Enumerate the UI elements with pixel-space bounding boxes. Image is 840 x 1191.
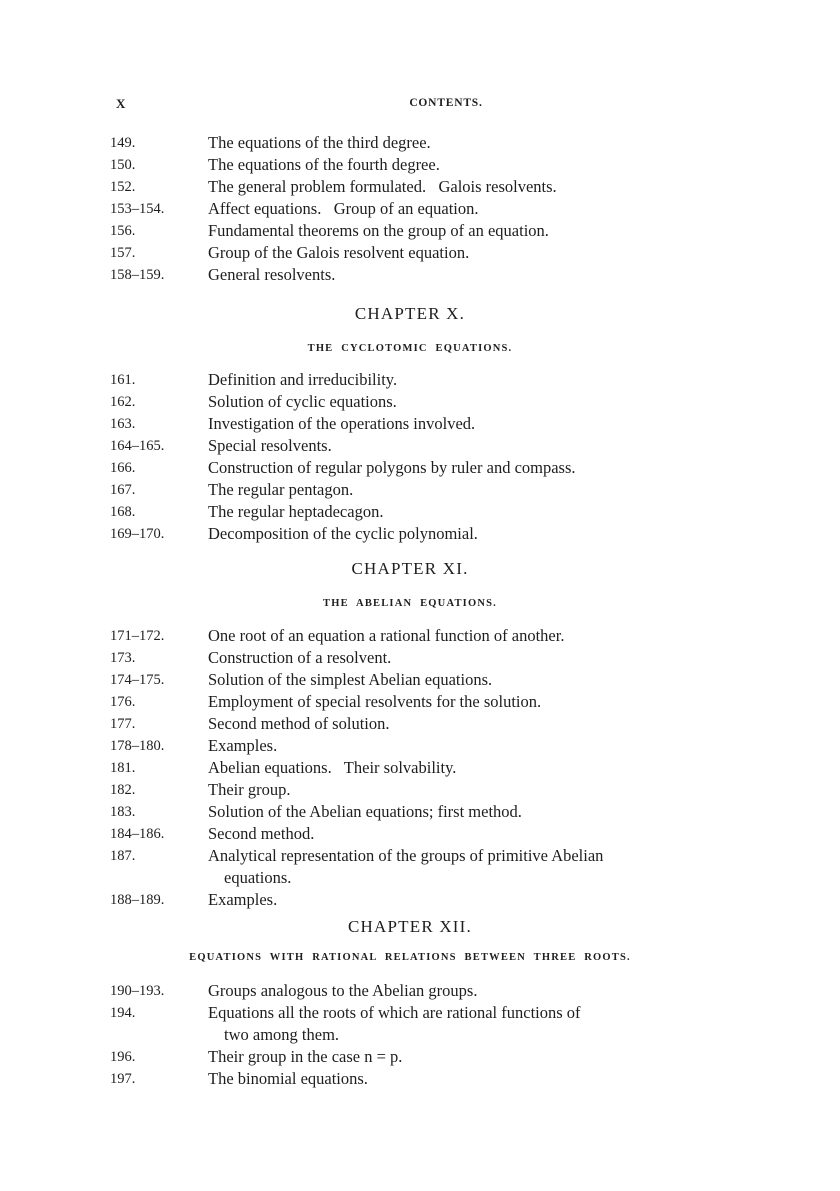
toc-entry xyxy=(110,823,710,845)
toc-entry xyxy=(110,779,710,801)
toc-entry-text: The binomial equations. xyxy=(208,1069,368,1088)
toc-section-chapter-xii xyxy=(110,980,710,1090)
toc-entry xyxy=(110,691,710,713)
toc-entry-text: Examples. xyxy=(208,890,278,909)
toc-entry-text: Employment of special resolvents for the solution. xyxy=(208,692,542,711)
toc-entry xyxy=(110,669,710,691)
toc-entry-number: 176. xyxy=(110,694,136,710)
toc-entry-number: 190–193. xyxy=(110,983,165,999)
toc-entry-text: Affect equations. Group of an equation. xyxy=(208,199,479,218)
toc-entry-text: Construction of a resolvent. xyxy=(208,648,392,667)
chapter-heading: CHAPTER XI. xyxy=(351,559,469,578)
toc-entry-number: 194. xyxy=(110,1005,136,1021)
toc-entry-continuation: two among them. xyxy=(224,1025,340,1044)
toc-entry xyxy=(110,391,710,413)
toc-entry xyxy=(110,735,710,757)
toc-entry-text: Solution of the simplest Abelian equations. xyxy=(208,670,493,689)
toc-section-chapter-xi xyxy=(110,625,710,911)
page-number: X xyxy=(116,96,127,111)
toc-entry-number: 174–175. xyxy=(110,672,165,688)
toc-entry-number: 181. xyxy=(110,760,136,776)
toc-entry xyxy=(110,1002,710,1046)
toc-entry-text: Their group. xyxy=(208,780,291,799)
toc-entry-number: 164–165. xyxy=(110,438,165,454)
toc-entry xyxy=(110,413,710,435)
toc-entry-number: 168. xyxy=(110,504,136,520)
toc-entry-text: Groups analogous to the Abelian groups. xyxy=(208,981,478,1000)
toc-entry-text-line: Analytical representation of the groups of primitive Abelian xyxy=(208,846,604,865)
toc-entry-text xyxy=(208,1002,710,1046)
toc-entry-text: Investigation of the operations involved. xyxy=(208,414,476,433)
toc-entry-text: Their group in the case n = p. xyxy=(208,1047,403,1066)
toc-entry-number: 157. xyxy=(110,245,136,261)
toc-entry-text: Construction of regular polygons by ruler and compass. xyxy=(208,458,576,477)
toc-entry xyxy=(110,132,710,154)
toc-entry-number: 177. xyxy=(110,716,136,732)
toc-entry-number: 158–159. xyxy=(110,267,165,283)
toc-entry xyxy=(110,242,710,264)
toc-entry-text: One root of an equation a rational function of another. xyxy=(208,626,565,645)
toc-entry xyxy=(110,1068,710,1090)
toc-entry xyxy=(110,457,710,479)
toc-entry-number: 196. xyxy=(110,1049,136,1065)
toc-entry-number: 149. xyxy=(110,135,136,151)
toc-entry-text: Fundamental theorems on the group of an equation. xyxy=(208,221,549,240)
toc-entry-text: Group of the Galois resolvent equation. xyxy=(208,243,470,262)
toc-section-continued xyxy=(110,132,710,286)
running-head xyxy=(116,96,716,116)
toc-entry-text: The equations of the third degree. xyxy=(208,133,431,152)
toc-entry-number: 150. xyxy=(110,157,136,173)
toc-entry-number: 171–172. xyxy=(110,628,165,644)
toc-entry-number: 187. xyxy=(110,848,136,864)
toc-entry xyxy=(110,647,710,669)
toc-entry-text: Special resolvents. xyxy=(208,436,332,455)
toc-entry xyxy=(110,523,710,545)
toc-entry xyxy=(110,154,710,176)
toc-entry-text: The general problem formulated. Galois resolvents. xyxy=(208,177,557,196)
toc-entry xyxy=(110,176,710,198)
toc-entry xyxy=(110,801,710,823)
toc-entry xyxy=(110,625,710,647)
toc-entry-number: 197. xyxy=(110,1071,136,1087)
chapter-subtitle: THE CYCLOTOMIC EQUATIONS. xyxy=(307,343,513,354)
toc-entry-number: 156. xyxy=(110,223,136,239)
toc-entry xyxy=(110,757,710,779)
toc-entry-text: Decomposition of the cyclic polynomial. xyxy=(208,524,478,543)
toc-entry-number: 169–170. xyxy=(110,526,165,542)
toc-entry-text: Abelian equations. Their solvability. xyxy=(208,758,457,777)
toc-entry-number: 183. xyxy=(110,804,136,820)
toc-entry-number: 184–186. xyxy=(110,826,165,842)
running-title: CONTENTS. xyxy=(409,97,483,109)
toc-entry-text: The regular heptadecagon. xyxy=(208,502,384,521)
toc-entry-text-line: Equations all the roots of which are rational functions of xyxy=(208,1003,581,1022)
toc-entry xyxy=(110,435,710,457)
toc-entry-number: 188–189. xyxy=(110,892,165,908)
chapter-heading: CHAPTER XII. xyxy=(348,917,472,936)
toc-entry-text: Solution of the Abelian equations; first method. xyxy=(208,802,522,821)
toc-entry xyxy=(110,845,710,889)
toc-entry xyxy=(110,220,710,242)
toc-entry-number: 152. xyxy=(110,179,136,195)
toc-entry-number: 182. xyxy=(110,782,136,798)
toc-entry-text: The equations of the fourth degree. xyxy=(208,155,440,174)
toc-entry-continuation: equations. xyxy=(224,868,292,887)
toc-entry-number: 162. xyxy=(110,394,136,410)
toc-entry xyxy=(110,198,710,220)
toc-entry-number: 166. xyxy=(110,460,136,476)
chapter-subtitle: EQUATIONS WITH RATIONAL RELATIONS BETWEEN THREE ROOTS. xyxy=(189,952,631,963)
toc-entry xyxy=(110,889,710,911)
toc-entry-text: Examples. xyxy=(208,736,278,755)
toc-section-chapter-x xyxy=(110,369,710,545)
toc-entry xyxy=(110,980,710,1002)
toc-entry xyxy=(110,479,710,501)
toc-entry-text xyxy=(208,845,710,889)
toc-entry-text: Solution of cyclic equations. xyxy=(208,392,397,411)
toc-entry-text: General resolvents. xyxy=(208,265,336,284)
toc-entry-text: The regular pentagon. xyxy=(208,480,354,499)
toc-entry-number: 161. xyxy=(110,372,136,388)
toc-entry-number: 163. xyxy=(110,416,136,432)
toc-entry xyxy=(110,501,710,523)
toc-entry xyxy=(110,264,710,286)
chapter-heading: CHAPTER X. xyxy=(354,304,466,323)
chapter-subtitle: THE ABELIAN EQUATIONS. xyxy=(323,598,497,609)
toc-entry-number: 153–154. xyxy=(110,201,165,217)
toc-entry-text: Second method. xyxy=(208,824,315,843)
toc-entry-number: 167. xyxy=(110,482,136,498)
toc-entry-text: Definition and irreducibility. xyxy=(208,370,398,389)
toc-entry-text: Second method of solution. xyxy=(208,714,390,733)
toc-entry xyxy=(110,1046,710,1068)
toc-entry xyxy=(110,369,710,391)
toc-entry-number: 173. xyxy=(110,650,136,666)
toc-entry-number: 178–180. xyxy=(110,738,165,754)
toc-entry xyxy=(110,713,710,735)
